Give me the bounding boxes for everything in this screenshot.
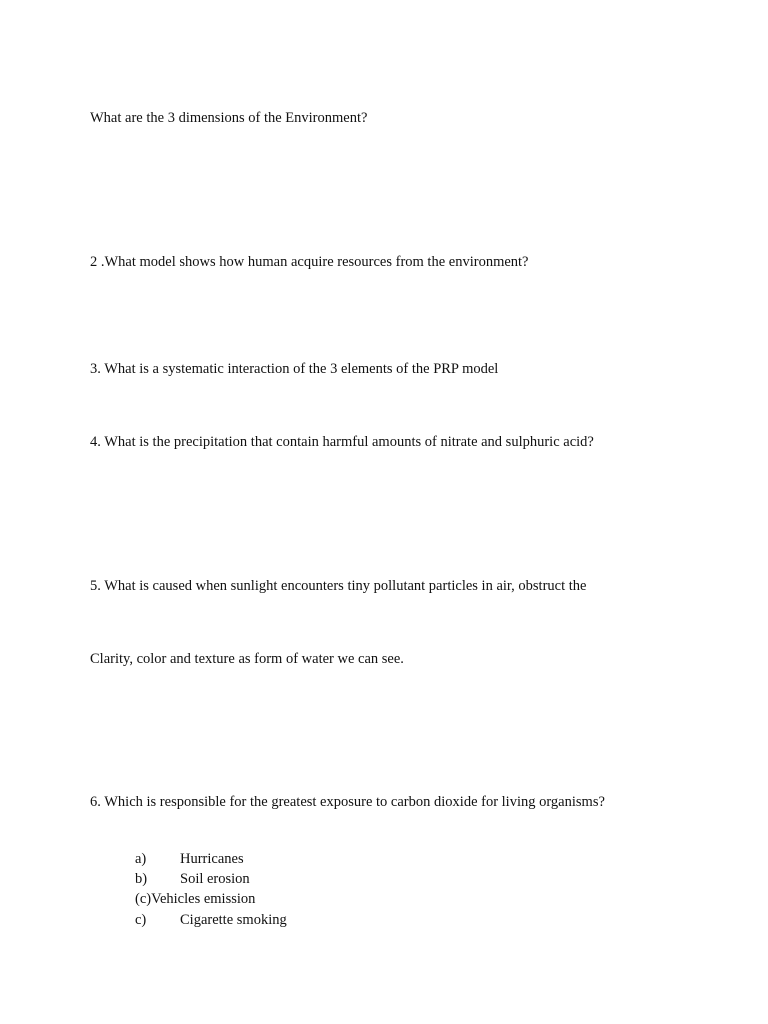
question-6: 6. Which is responsible for the greatest exposure to carbon dioxide for living organisms? — [90, 794, 605, 810]
question-4: 4. What is the precipitation that contain harmful amounts of nitrate and sulphuric acid? — [90, 434, 594, 450]
option-c-cigarette — [135, 911, 287, 929]
option-marker: b) — [135, 871, 148, 887]
option-text: (c)Vehicles emission — [135, 891, 256, 907]
option-text: Soil erosion — [180, 871, 250, 887]
option-text: Cigarette smoking — [180, 912, 287, 928]
option-c-vehicles — [135, 890, 255, 908]
question-5-line-2: Clarity, color and texture as form of water we can see. — [90, 651, 404, 667]
option-b — [135, 870, 250, 888]
question-5-line-1: 5. What is caused when sunlight encounters tiny pollutant particles in air, obstruct the — [90, 578, 587, 594]
option-marker: c) — [135, 912, 147, 928]
question-2: 2 .What model shows how human acquire resources from the environment? — [90, 254, 529, 270]
question-1: What are the 3 dimensions of the Environment? — [90, 110, 368, 126]
question-3: 3. What is a systematic interaction of the 3 elements of the PRP model — [90, 361, 499, 377]
option-marker: a) — [135, 851, 147, 867]
option-text: Hurricanes — [180, 851, 244, 867]
option-a — [135, 850, 244, 868]
